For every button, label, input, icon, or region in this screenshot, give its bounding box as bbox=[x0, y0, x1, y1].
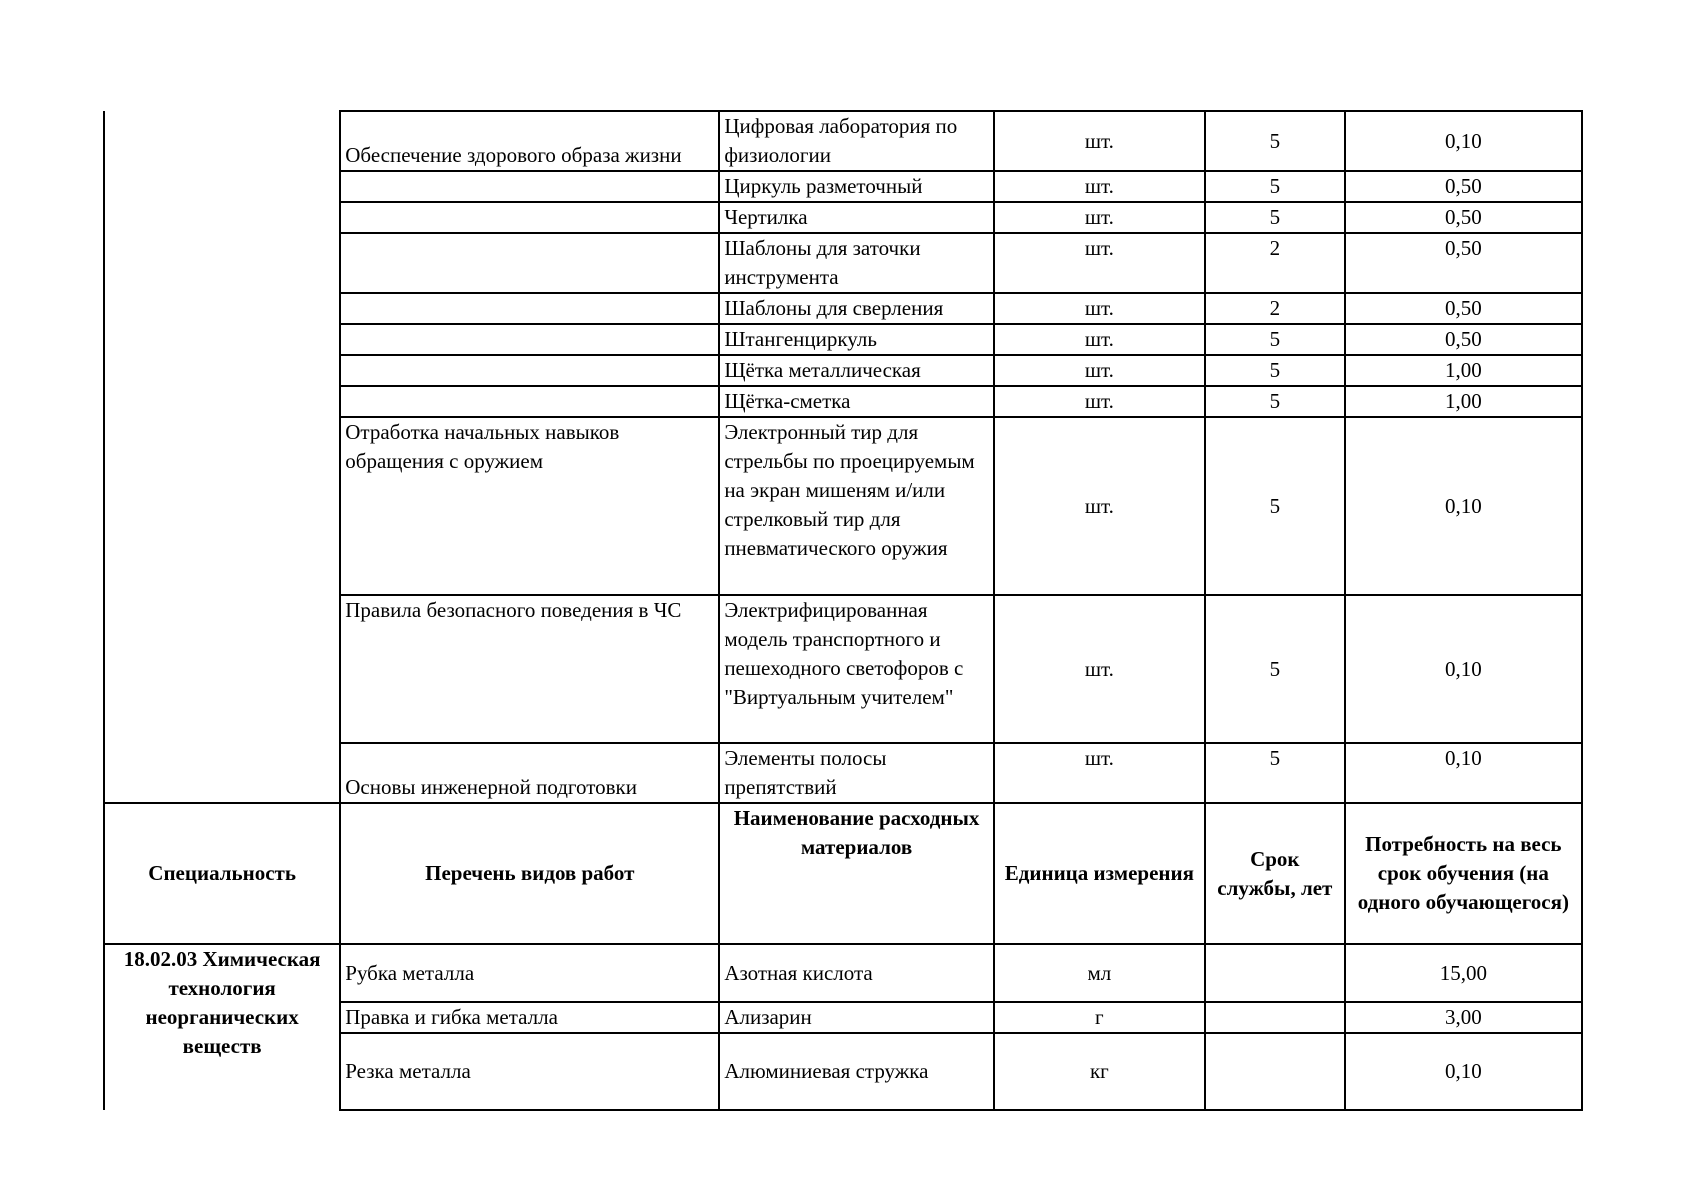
unit-cell: г bbox=[994, 1002, 1205, 1033]
need-cell: 0,10 bbox=[1345, 1033, 1582, 1110]
unit-cell: шт. bbox=[994, 202, 1205, 233]
life-cell: 5 bbox=[1205, 355, 1345, 386]
work-cell: Отработка начальных навыков обращения с оружием bbox=[340, 417, 719, 595]
life-cell bbox=[1205, 1002, 1345, 1033]
item-cell: Циркуль разметочный bbox=[719, 171, 993, 202]
need-cell: 0,50 bbox=[1345, 171, 1582, 202]
specialty-name: 18.02.03 Химическая технология неорганических веществ bbox=[104, 944, 340, 1110]
unit-cell: шт. bbox=[994, 233, 1205, 293]
need-cell: 15,00 bbox=[1345, 944, 1582, 1002]
need-cell: 0,50 bbox=[1345, 233, 1582, 293]
unit-cell: шт. bbox=[994, 293, 1205, 324]
work-cell: Обеспечение здорового образа жизни bbox=[340, 111, 719, 171]
unit-cell: шт. bbox=[994, 595, 1205, 743]
life-cell bbox=[1205, 944, 1345, 1002]
work-cell bbox=[340, 293, 719, 324]
work-cell bbox=[340, 386, 719, 417]
item-cell: Азотная кислота bbox=[719, 944, 993, 1002]
life-cell: 5 bbox=[1205, 111, 1345, 171]
need-cell: 0,50 bbox=[1345, 293, 1582, 324]
life-cell: 2 bbox=[1205, 293, 1345, 324]
unit-cell: шт. bbox=[994, 111, 1205, 171]
table-row bbox=[104, 111, 1582, 171]
need-cell: 0,50 bbox=[1345, 324, 1582, 355]
need-cell: 0,10 bbox=[1345, 111, 1582, 171]
work-cell: Правила безопасного поведения в ЧС bbox=[340, 595, 719, 743]
need-cell: 1,00 bbox=[1345, 355, 1582, 386]
specialty-cell-empty bbox=[104, 111, 340, 803]
unit-cell: шт. bbox=[994, 171, 1205, 202]
life-cell: 5 bbox=[1205, 743, 1345, 803]
unit-cell: мл bbox=[994, 944, 1205, 1002]
life-cell: 5 bbox=[1205, 171, 1345, 202]
item-cell: Электрифицированная модель транспортного и пешеходного светофоров с "Виртуальным учителем" bbox=[719, 595, 993, 743]
header-unit: Единица измерения bbox=[994, 803, 1205, 944]
materials-table bbox=[103, 110, 1583, 1111]
life-cell: 5 bbox=[1205, 324, 1345, 355]
item-cell: Штангенциркуль bbox=[719, 324, 993, 355]
table-row bbox=[104, 944, 1582, 1002]
life-cell: 5 bbox=[1205, 386, 1345, 417]
life-cell: 5 bbox=[1205, 202, 1345, 233]
need-cell: 0,50 bbox=[1345, 202, 1582, 233]
item-cell: Шаблоны для сверления bbox=[719, 293, 993, 324]
work-cell bbox=[340, 324, 719, 355]
need-cell: 0,10 bbox=[1345, 743, 1582, 803]
work-cell: Резка металла bbox=[340, 1033, 719, 1110]
header-works: Перечень видов работ bbox=[340, 803, 719, 944]
unit-cell: шт. bbox=[994, 743, 1205, 803]
life-cell bbox=[1205, 1033, 1345, 1110]
work-cell: Правка и гибка металла bbox=[340, 1002, 719, 1033]
unit-cell: шт. bbox=[994, 417, 1205, 595]
need-cell: 3,00 bbox=[1345, 1002, 1582, 1033]
life-cell: 5 bbox=[1205, 417, 1345, 595]
table-header-row bbox=[104, 803, 1582, 944]
item-cell: Щётка металлическая bbox=[719, 355, 993, 386]
work-cell bbox=[340, 202, 719, 233]
life-cell: 5 bbox=[1205, 595, 1345, 743]
item-cell: Ализарин bbox=[719, 1002, 993, 1033]
life-cell: 2 bbox=[1205, 233, 1345, 293]
work-cell bbox=[340, 233, 719, 293]
header-life: Срок службы, лет bbox=[1205, 803, 1345, 944]
item-cell: Шаблоны для заточки инструмента bbox=[719, 233, 993, 293]
need-cell: 0,10 bbox=[1345, 595, 1582, 743]
item-cell: Цифровая лаборатория по физиологии bbox=[719, 111, 993, 171]
header-specialty: Специальность bbox=[104, 803, 340, 944]
item-cell: Чертилка bbox=[719, 202, 993, 233]
work-cell: Основы инженерной подготовки bbox=[340, 743, 719, 803]
unit-cell: шт. bbox=[994, 324, 1205, 355]
item-cell: Щётка-сметка bbox=[719, 386, 993, 417]
need-cell: 1,00 bbox=[1345, 386, 1582, 417]
work-cell bbox=[340, 171, 719, 202]
header-need: Потребность на весь срок обучения (на одного обучающегося) bbox=[1345, 803, 1582, 944]
unit-cell: шт. bbox=[994, 355, 1205, 386]
unit-cell: кг bbox=[994, 1033, 1205, 1110]
item-cell: Алюминиевая стружка bbox=[719, 1033, 993, 1110]
work-cell: Рубка металла bbox=[340, 944, 719, 1002]
header-materials: Наименование расходных материалов bbox=[719, 803, 993, 944]
need-cell: 0,10 bbox=[1345, 417, 1582, 595]
unit-cell: шт. bbox=[994, 386, 1205, 417]
work-cell bbox=[340, 355, 719, 386]
item-cell: Элементы полосы препятствий bbox=[719, 743, 993, 803]
item-cell: Электронный тир для стрельбы по проецируемым на экран мишеням и/или стрелковый тир для пневматического оружия bbox=[719, 417, 993, 595]
